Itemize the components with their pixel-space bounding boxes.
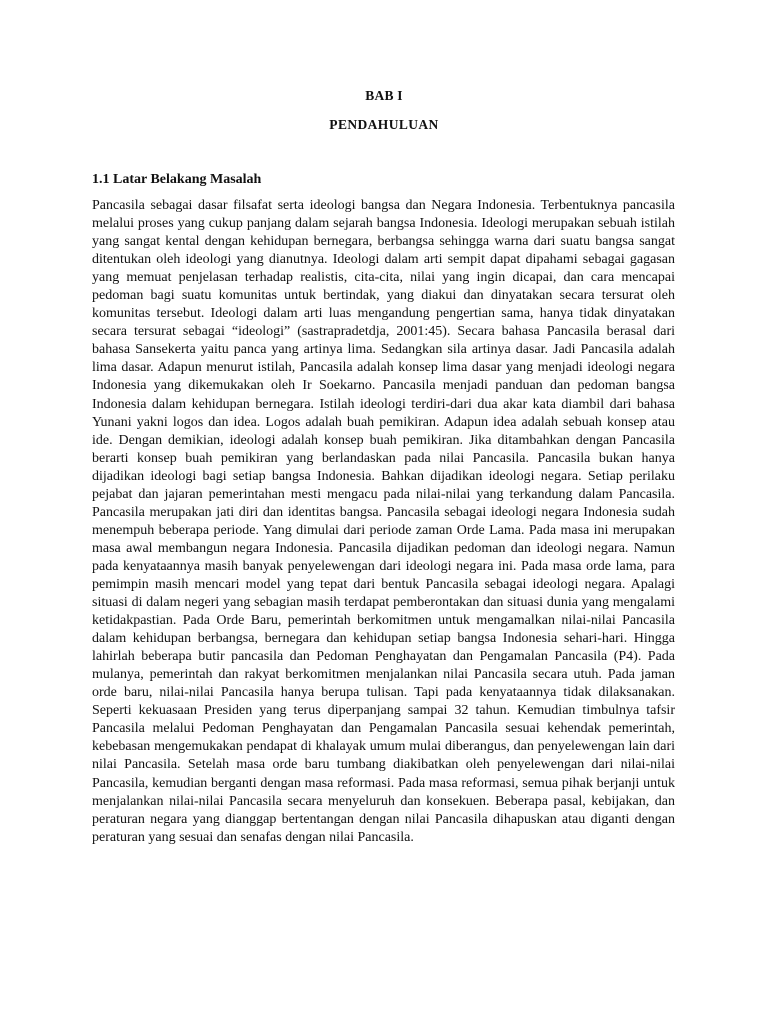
body-paragraph: Pancasila sebagai dasar filsafat serta ideologi bangsa dan Negara Indonesia. Terbentuknya pancasila melalui proses yang cukup panjang dalam sejarah bangsa Indonesia. Ideologi merupakan sebuah istilah yang sangat kental dengan kehidupan bernegara, berbangsa sehingga warna dari suatu bangsa sangat ditentukan oleh ideologi yang dianutnya. Ideologi dalam arti sempit dapat dipahami sebagai gagasan yang memuat penjelasan terhadap realistis, cita-cita, nilai yang ingin dicapai, dan cara mencapai pedoman bagi suatu komunitas untuk bertindak, yang diakui dan dinyatakan secara tersurat oleh komunitas tersebut. Ideologi dalam arti luas mengandung pengertian sama, hanya tidak dinyatakan secara tersurat sebagai “ideologi” (sastrapradetdja, 2001:45). Secara bahasa Pancasila berasal dari bahasa Sansekerta yaitu panca yang artinya lima. Sedangkan sila artinya dasar. Jadi Pancasila adalah lima dasar. Adapun menurut istilah, Pancasila adalah konsep lima dasar yang menjadi ideologi negara Indonesia yang dikemukakan oleh Ir Soekarno. Pancasila menjadi panduan dan pedoman bangsa Indonesia dalam kehidupan bernegara. Istilah ideologi terdiri-dari dua akar kata diambil dari bahasa Yunani yakni logos dan idea. Logos adalah buah pemikiran. Adapun idea adalah sebuah konsep atau ide. Dengan demikian, ideologi adalah konsep buah pemikiran. Jika ditambahkan dengan Pancasila berarti konsep buah pemikiran yang berlandaskan pada nilai Pancasila. Pancasila bukan hanya dijadikan ideologi bagi setiap bangsa Indonesia. Bahkan dijadikan ideologi negara. Setiap perilaku pejabat dan jajaran pemerintahan mesti mengacu pada nilai-nilai yang terkandung dalam Pancasila. Pancasila merupakan jati diri dan identitas bangsa. Pancasila sebagai ideologi negara Indonesia sudah menempuh beberapa periode. Yang dimulai dari periode zaman Orde Lama. Pada masa ini merupakan masa awal membangun negara Indonesia. Pancasila dijadikan pedoman dan ideologi negara. Namun pada kenyataannya masih banyak penyelewengan dari ideologi negara ini. Pada masa orde lama, para pemimpin masih mencari model yang tepat dari bentuk Pancasila sebagai ideologi negara. Apalagi situasi di dalam negeri yang sebagian masih terdapat pemberontakan dan situasi dunia yang mengalami ketidakpastian. Pada Orde Baru, pemerintah berkomitmen untuk mengamalkan nilai-nilai Pancasila dalam kehidupan berbangsa, bernegara dan kehidupan setiap bangsa Indonesia sehari-hari. Hingga lahirlah beberapa butir pancasila dan Pedoman Penghayatan dan Pengamalan Pancasila (P4). Pada mulanya, pemerintah dan rakyat berkomitmen menjalankan nilai Pancasila secara utuh. Pada jaman orde baru, nilai-nilai Pancasila hanya berupa tulisan. Tapi pada kenyataannya tidak dilaksanakan. Seperti kekuasaan Presiden yang terus diperpanjang sampai 32 tahun. Kemudian timbulnya tafsir Pancasila melalui Pedoman Penghayatan dan Pengamalan Pancasila sesuai kehendak pemerintah, kebebasan mengemukakan pendapat di khalayak umum mulai diberangus, dan penyelewengan lain dari nilai Pancasila. Setelah masa orde baru tumbang diakibatkan oleh penyelewengan dari nilai-nilai Pancasila, kemudian berganti dengan masa reformasi. Pada masa reformasi, semua pihak berjanji untuk menjalankan nilai-nilai Pancasila secara menyeluruh dan konsekuen. Beberapa pasal, kebijakan, dan peraturan negara yang dianggap bertentangan dengan nilai Pancasila dihapuskan atau diganti dengan peraturan yang sesuai dan senafas dengan nilai Pancasila. bbox=[92, 198, 675, 845]
chapter-title: PENDAHULUAN bbox=[329, 117, 439, 132]
chapter-number: BAB I bbox=[365, 88, 403, 103]
section-heading: 1.1 Latar Belakang Masalah bbox=[92, 172, 262, 187]
